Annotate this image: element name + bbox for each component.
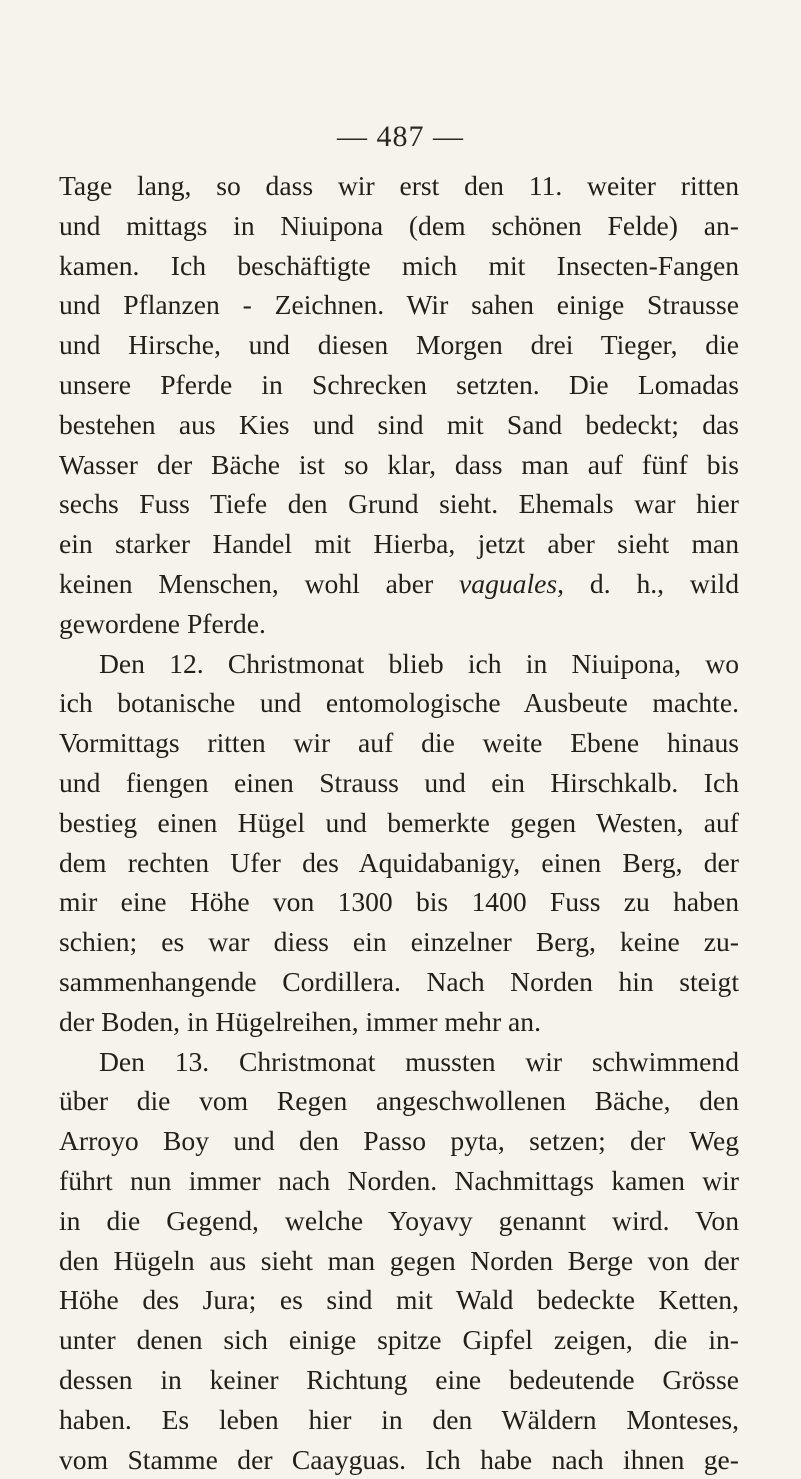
text-line: keinen Menschen, wohl aber vaguales, d. h., wild [59,564,739,604]
text-line: vom Stamme der Caayguas. Ich habe nach ihnen ge- [59,1440,739,1479]
text-line: bestehen aus Kies und sind mit Sand bedeckt; das [59,405,739,445]
text-line: ein starker Handel mit Hierba, jetzt aber sieht man [59,524,739,564]
text-line: sammenhangende Cordillera. Nach Norden hin steigt [59,962,739,1002]
page-number: — 487 — [0,122,801,152]
text-line: dem rechten Ufer des Aquidabanigy, einen Berg, der [59,843,739,883]
text-line: führt nun immer nach Norden. Nachmittags kamen wir [59,1161,739,1201]
text-line: und mittags in Niuipona (dem schönen Felde) an- [59,206,739,246]
text-line: Wasser der Bäche ist so klar, dass man auf fünf bis [59,445,739,485]
text-line: über die vom Regen angeschwollenen Bäche, den [59,1081,739,1121]
text-line: der Boden, in Hügelreihen, immer mehr an. [59,1002,739,1042]
text-line: den Hügeln aus sieht man gegen Norden Berge von der [59,1241,739,1281]
text-line: mir eine Höhe von 1300 bis 1400 Fuss zu haben [59,882,739,922]
text-line: Höhe des Jura; es sind mit Wald bedeckte Ketten, [59,1280,739,1320]
text-line: unter denen sich einige spitze Gipfel zeigen, die in- [59,1320,739,1360]
text-line: sechs Fuss Tiefe den Grund sieht. Ehemals war hier [59,484,739,524]
text-line: Tage lang, so dass wir erst den 11. weiter ritten [59,166,739,206]
text-line: und Hirsche, und diesen Morgen drei Tieger, die [59,325,739,365]
text-line: in die Gegend, welche Yoyavy genannt wird. Von [59,1201,739,1241]
body-text [59,166,739,1479]
text-line: kamen. Ich beschäftigte mich mit Insecten-Fangen [59,246,739,286]
text-line: gewordene Pferde. [59,604,739,644]
text-line: Den 12. Christmonat blieb ich in Niuipona, wo [59,644,739,684]
text-line: Vormittags ritten wir auf die weite Ebene hinaus [59,723,739,763]
text-line: ich botanische und entomologische Ausbeute machte. [59,683,739,723]
text-line: und Pflanzen - Zeichnen. Wir sahen einige Strausse [59,285,739,325]
text-line: und fiengen einen Strauss und ein Hirschkalb. Ich [59,763,739,803]
text-line: dessen in keiner Richtung eine bedeutende Grösse [59,1360,739,1400]
text-line: Den 13. Christmonat mussten wir schwimmend [59,1042,739,1082]
text-line: schien; es war diess ein einzelner Berg, keine zu- [59,922,739,962]
text-line: haben. Es leben hier in den Wäldern Monteses, [59,1400,739,1440]
text-line: Arroyo Boy und den Passo pyta, setzen; der Weg [59,1121,739,1161]
text-line: bestieg einen Hügel und bemerkte gegen Westen, auf [59,803,739,843]
text-line: unsere Pferde in Schrecken setzten. Die Lomadas [59,365,739,405]
